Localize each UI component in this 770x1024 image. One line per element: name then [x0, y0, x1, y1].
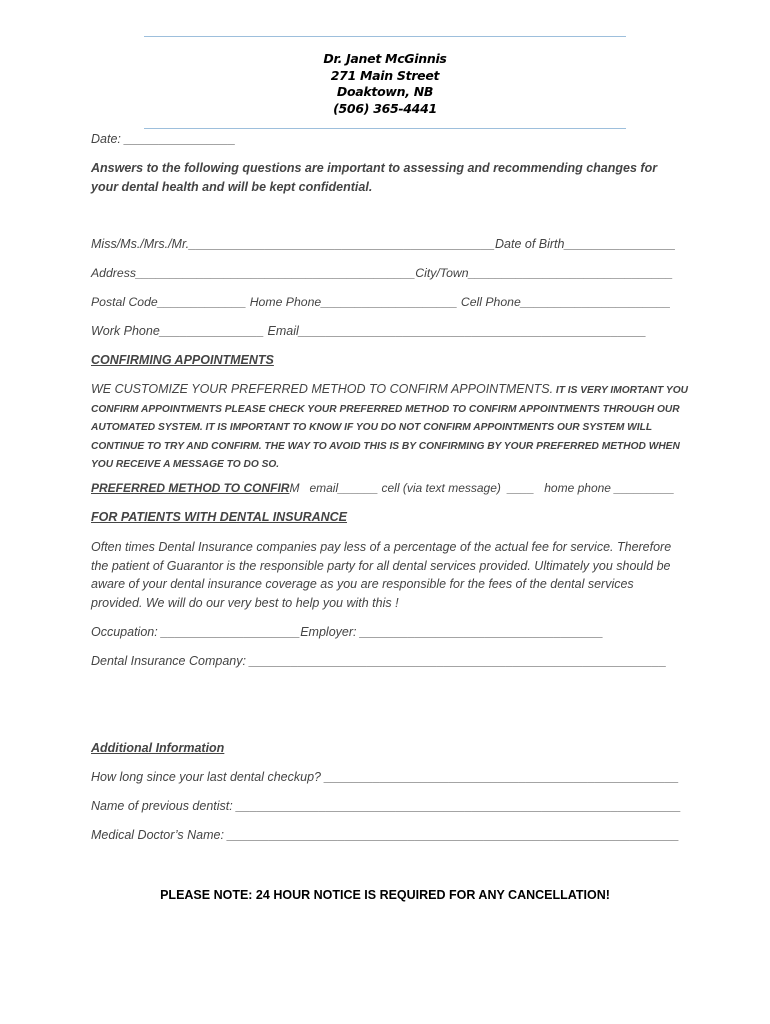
name-dob-field[interactable]: Miss/Ms./Mrs./Mr.____________________________________________Date of Birth________________: [91, 237, 676, 251]
preferred-method-row[interactable]: [91, 481, 674, 495]
cancellation-notice: PLEASE NOTE: 24 HOUR NOTICE IS REQUIRED FOR ANY CANCELLATION!: [160, 888, 610, 902]
header-bottom-rule: [144, 128, 626, 129]
previous-dentist-field[interactable]: Name of previous dentist: ________________________________________________________________: [91, 799, 682, 813]
practice-phone: (506) 365-4441: [333, 100, 437, 116]
occupation-employer-field[interactable]: Occupation: ____________________Employer: ___________________________________: [91, 625, 604, 639]
insurance-company-field[interactable]: Dental Insurance Company: ____________________________________________________________: [91, 654, 667, 668]
practice-street: 271 Main Street: [330, 67, 440, 83]
additional-info-heading: Additional Information: [91, 741, 225, 755]
postal-phone-field[interactable]: Postal Code_____________ Home Phone____________________ Cell Phone______________________: [91, 295, 671, 309]
medical-doctor-field[interactable]: Medical Doctor’s Name: _________________________________________________________________: [91, 828, 680, 842]
insurance-heading: FOR PATIENTS WITH DENTAL INSURANCE: [91, 510, 348, 524]
last-checkup-field[interactable]: How long since your last dental checkup? ___________________________________________________: [91, 770, 680, 784]
practice-city: Doaktown, NB: [336, 84, 434, 99]
doctor-name: Dr. Janet McGinnis: [323, 51, 447, 66]
preferred-method-label-tail: M: [289, 481, 300, 495]
preferred-method-options[interactable]: email______ cell (via text message) ____ home phone _________: [299, 481, 675, 495]
work-email-field[interactable]: Work Phone_______________ Email__________________________________________________: [91, 324, 647, 338]
address-city-field[interactable]: Address_________________________________________City/Town______________________________: [91, 266, 673, 280]
confirming-text: [91, 381, 691, 474]
practice-header: [0, 51, 770, 117]
preferred-method-label: PREFERRED METHOD TO CONFIR: [91, 481, 290, 495]
confirming-lead: WE CUSTOMIZE YOUR PREFERRED METHOD TO CONFIRM APPOINTMENTS.: [91, 382, 554, 396]
confirming-heading: CONFIRMING APPOINTMENTS: [91, 353, 274, 367]
insurance-text: Often times Dental Insurance companies pay less of a percentage of the actual fee for service. Therefore the patient of Guarantor is the responsible party for all dental services provided. Ultimately you should be aware of your dental insurance coverage as you are responsible for the fees of the dental services provided. We will do our very best to help you with this !: [91, 540, 672, 610]
header-top-rule: [144, 36, 626, 37]
confirming-body: IT IS VERY IMORTANT YOU CONFIRM APPOINTMENTS PLEASE CHECK YOUR PREFERRED METHOD TO CONFIRM APPOINTMENTS THROUGH OUR AUTOMATED SYSTEM. IT IS IMPORTANT TO KNOW IF YOU DO NOT CONFIRM APPOINTMENTS OUR SYSTEM WILL CONTINUE TO TRY AND CONFIRM. THE WAY TO AVOID THIS IS BY CONFIRMING BY YOUR PREFERRED METHOD WHEN YOU RECEIVE A MESSAGE TO DO SO.: [91, 385, 688, 470]
date-field[interactable]: Date: ________________: [91, 132, 236, 146]
intro-text: Answers to the following questions are important to assessing and recommending changes for your dental health and will be kept confidential.: [91, 161, 658, 194]
